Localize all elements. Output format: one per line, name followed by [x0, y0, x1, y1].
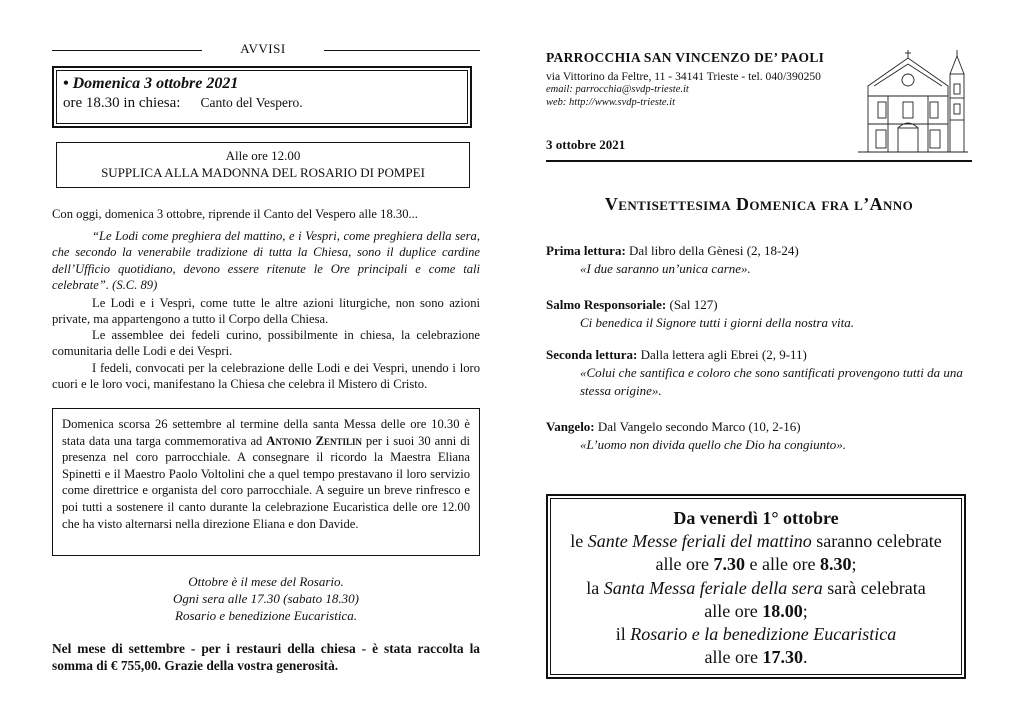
parish-email: email: parrocchia@svdp-trieste.it: [546, 84, 689, 95]
supplica-title: SUPPLICA ALLA MADONNA DEL ROSARIO DI POMPEI: [101, 165, 425, 180]
supplica-box: [56, 142, 470, 188]
rosario-notice: Ottobre è il mese del Rosario. Ogni sera alle 17.30 (sabato 18.30) Rosario e benedizione Eucaristica.: [173, 574, 359, 623]
honoree-name: Antonio Zentilin: [266, 433, 362, 448]
sunday-title: Ventisettesima Domenica fra l’Anno: [604, 194, 914, 214]
church-drawing-icon: [858, 44, 968, 156]
mass-schedule-box: Da venerdì 1° ottobre le Sante Messe feriali del mattino saranno celebrate alle ore 7.30 e alle ore 8.30; la Santa Messa feriale della sera sarà celebrata alle ore 18.00; il Rosario e la benedizione Eucaristica alle ore 17.30.: [546, 494, 966, 679]
reading-second: Seconda lettura: Dalla lettera agli Ebrei (2, 9-11) «Colui che santifica e coloro che sono santificati provengono tutti da una stessa origine».: [546, 347, 963, 398]
intro-paragraph: Con oggi, domenica 3 ottobre, riprende il Canto del Vespero alle 18.30...: [52, 207, 418, 221]
vespero-date: • Domenica 3 ottobre 2021: [63, 75, 239, 92]
donation-notice: Nel mese di settembre - per i restauri della chiesa - è stata raccolta la somma di € 755,00. Grazie della vostra generosità.: [52, 641, 480, 673]
avvisi-label: AVVISI: [240, 41, 286, 56]
reading-psalm: Salmo Responsoriale: (Sal 127) Ci benedica il Signore tutti i giorni della nostra vita.: [546, 297, 854, 330]
divider: [546, 160, 972, 162]
reading-first: Prima lettura: Dal libro della Gènesi (2, 18-24) «I due saranno un’unica carne».: [546, 243, 799, 276]
supplica-time: Alle ore 12.00: [225, 148, 301, 163]
commemoration-text: Domenica scorsa 26 settembre al termine della santa Messa delle ore 10.30 è stata data una targa commemorativa ad Antonio Zentilin per i suoi 30 anni di presenza nel coro parrocchiale. A consegnare il ricordo la Maestra Eliana Spinetti e il Maestro Paolo Voltolini che a quel tempo prestavano il loro servizio come direttrice e organista del coro parrocchiale. A seguire un breve rinfresco e poi tutti a sostenere il canto durante la celebrazione Eucaristica delle ore 12.00 che ha visto alternarsi nella direzione Eliana e don Davide.: [62, 417, 470, 531]
avvisi-header: [52, 40, 480, 58]
reading-gospel: Vangelo: Dal Vangelo secondo Marco (10, 2-16) «L’uomo non divida quello che Dio ha congiunto».: [546, 419, 846, 452]
parish-web: web: http://www.svdp-trieste.it: [546, 97, 676, 108]
paragraph: Le assemblee dei fedeli curino, possibilmente in chiesa, la celebrazione comunitaria delle Lodi e dei Vespri.: [52, 328, 480, 359]
parish-address: via Vittorino da Feltre, 11 - 34141 Trieste - tel. 040/390250: [546, 70, 821, 83]
schedule-title: Da venerdì 1° ottobre: [673, 508, 839, 528]
divider: [324, 50, 480, 51]
commemoration-box: [52, 408, 480, 556]
quote-paragraph: “Le Lodi come preghiera del mattino, e i Vespri, come preghiera della sera, che secondo la venerabile tradizione di tutta la Chiesa, sono il duplice cardine dell’Ufficio quotidiano, devono essere ritenute le Ore principali e come tali celebrate”. (S.C. 89): [52, 229, 480, 293]
vespero-event: Canto del Vespero.: [200, 95, 303, 110]
vespero-time: ore 18.30 in chiesa:: [63, 95, 181, 111]
paragraph: Le Lodi e i Vespri, come tutte le altre azioni liturgiche, non sono azioni private, ma appartengono a tutto il Corpo della Chiesa.: [52, 296, 480, 327]
divider: [52, 50, 202, 51]
paragraph: I fedeli, convocati per la celebrazione delle Lodi e dei Vespri, unendo i loro cuori e le loro voci, manifestano la Chiesa che celebra il Mistero di Cristo.: [52, 361, 480, 392]
vespero-box: [52, 66, 472, 128]
parish-name: PARROCCHIA SAN VINCENZO DE’ PAOLI: [546, 50, 825, 65]
bulletin-date: 3 ottobre 2021: [546, 137, 626, 152]
